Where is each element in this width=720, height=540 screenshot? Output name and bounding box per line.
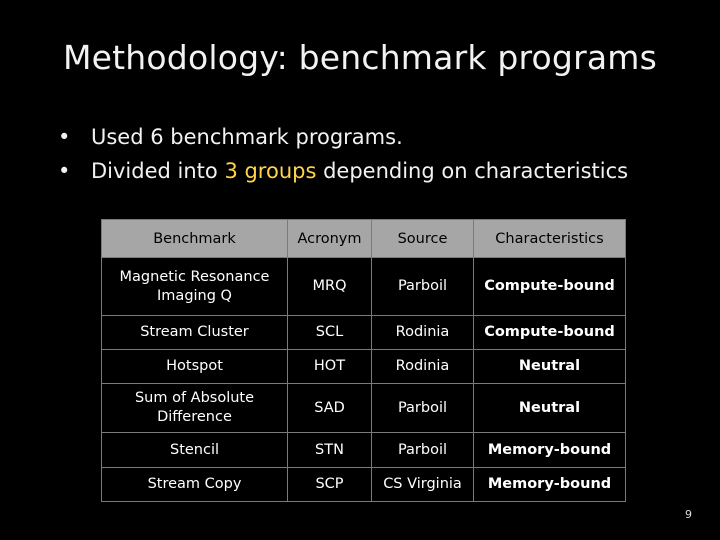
header-acronym: Acronym [288, 220, 372, 258]
bullet-item [58, 120, 628, 154]
table-row [102, 384, 626, 433]
benchmark-name-line: Imaging Q [157, 287, 232, 304]
cell-acronym: SCL [288, 316, 372, 350]
table-row [102, 468, 626, 502]
cell-source: Parboil [372, 384, 474, 433]
benchmark-name-line: Difference [157, 409, 232, 425]
header-benchmark: Benchmark [102, 220, 288, 258]
cell-characteristics: Compute-bound [474, 316, 626, 350]
cell-acronym: SCP [288, 468, 372, 502]
cell-acronym: HOT [288, 350, 372, 384]
table-header-row [102, 220, 626, 258]
page-number: 9 [685, 508, 692, 521]
cell-benchmark: Stream Copy [102, 468, 288, 502]
cell-benchmark [102, 384, 288, 433]
cell-characteristics: Compute-bound [474, 258, 626, 316]
cell-acronym: STN [288, 433, 372, 468]
cell-benchmark [102, 258, 288, 316]
benchmark-name-line: Magnetic Resonance [119, 268, 270, 285]
bullet-marker: • [58, 125, 71, 149]
cell-source: CS Virginia [372, 468, 474, 502]
cell-characteristics: Neutral [474, 350, 626, 384]
cell-source: Parboil [372, 258, 474, 316]
bullet-marker: • [58, 159, 71, 183]
cell-acronym: SAD [288, 384, 372, 433]
cell-benchmark: Stencil [102, 433, 288, 468]
cell-characteristics: Memory-bound [474, 468, 626, 502]
cell-acronym: MRQ [288, 258, 372, 316]
bullet-text-prefix: Divided into [91, 159, 225, 183]
bullet-list [58, 120, 628, 188]
header-source: Source [372, 220, 474, 258]
cell-source: Rodinia [372, 316, 474, 350]
cell-source: Rodinia [372, 350, 474, 384]
slide-title: Methodology: benchmark programs [62, 38, 657, 77]
cell-characteristics: Neutral [474, 384, 626, 433]
header-characteristics: Characteristics [474, 220, 626, 258]
table-row [102, 433, 626, 468]
benchmark-name-line: Sum of Absolute [134, 390, 255, 406]
bullet-text-suffix: depending on characteristics [316, 159, 629, 183]
cell-source: Parboil [372, 433, 474, 468]
table-row [102, 350, 626, 384]
bullet-item [58, 154, 628, 188]
table-row [102, 316, 626, 350]
benchmark-table [101, 219, 626, 502]
table-row [102, 258, 626, 316]
cell-characteristics: Memory-bound [474, 433, 626, 468]
cell-benchmark: Stream Cluster [102, 316, 288, 350]
bullet-highlight: 3 groups [224, 159, 317, 183]
bullet-text: Used 6 benchmark programs. [91, 125, 403, 149]
cell-benchmark: Hotspot [102, 350, 288, 384]
